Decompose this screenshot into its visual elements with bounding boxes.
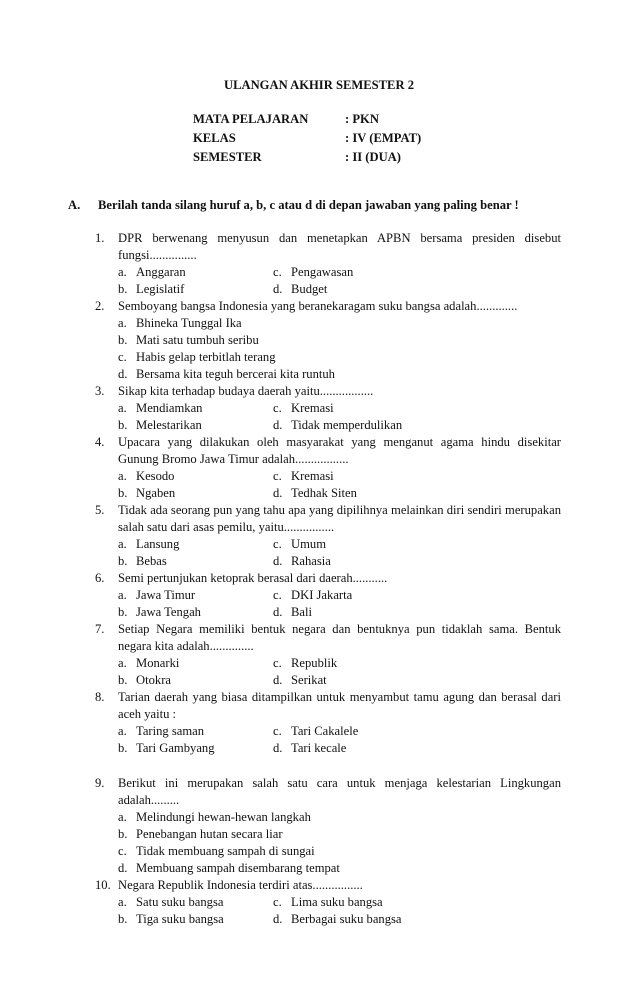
meta-value: : IV (EMPAT): [345, 131, 422, 145]
option-row: [118, 264, 561, 281]
answer-option[interactable]: [118, 604, 273, 621]
option-text: Budget: [291, 282, 328, 296]
option-letter: c.: [273, 895, 282, 909]
answer-options: [95, 655, 561, 689]
answer-option[interactable]: [118, 740, 273, 757]
answer-option[interactable]: [118, 809, 311, 826]
option-text: Melindungi hewan-hewan langkah: [136, 810, 311, 824]
option-text: Satu suku bangsa: [136, 895, 224, 909]
option-row: [118, 672, 561, 689]
answer-option[interactable]: [118, 553, 273, 570]
section-letter: A.: [68, 198, 81, 212]
option-letter: a.: [118, 537, 127, 551]
answer-option[interactable]: [118, 468, 273, 485]
option-text: Bebas: [136, 554, 167, 568]
question-number: 7.: [95, 622, 105, 636]
option-letter: d.: [273, 912, 283, 926]
answer-option[interactable]: [118, 826, 283, 843]
question-text: Semboyang bangsa Indonesia yang beranekaragam suku bangsa adalah.............: [118, 299, 518, 313]
option-letter: a.: [118, 265, 127, 279]
option-text: Tiga suku bangsa: [136, 912, 224, 926]
option-row: [118, 366, 561, 383]
option-letter: a.: [118, 588, 127, 602]
option-letter: b.: [118, 673, 128, 687]
question-item: [95, 877, 561, 928]
answer-option[interactable]: [118, 281, 273, 298]
instruction-text: Berilah tanda silang huruf a, b, c atau d di depan jawaban yang paling benar !: [98, 198, 519, 212]
answer-option[interactable]: [118, 417, 273, 434]
option-row: [118, 809, 561, 826]
option-row: [118, 332, 561, 349]
question-number: 2.: [95, 299, 105, 313]
option-text: DKI Jakarta: [291, 588, 353, 602]
meta-key: KELAS: [193, 131, 236, 145]
option-letter: d.: [273, 418, 283, 432]
meta-key: MATA PELAJARAN: [193, 112, 309, 126]
option-letter: d.: [118, 861, 128, 875]
answer-option[interactable]: [273, 740, 428, 757]
option-text: Tedhak Siten: [291, 486, 357, 500]
meta-key: SEMESTER: [193, 150, 262, 164]
option-letter: b.: [118, 912, 128, 926]
answer-option[interactable]: [273, 553, 428, 570]
option-text: Membuang sampah disembarang tempat: [136, 861, 340, 875]
option-text: Penebangan hutan secara liar: [136, 827, 283, 841]
option-text: Legislatif: [136, 282, 185, 296]
option-letter: a.: [118, 810, 127, 824]
option-text: Tari Gambyang: [136, 741, 215, 755]
option-row: [118, 894, 561, 911]
question-number: 6.: [95, 571, 105, 585]
option-letter: a.: [118, 724, 127, 738]
answer-options: [95, 468, 561, 502]
option-row: [118, 740, 561, 757]
answer-option[interactable]: [118, 587, 273, 604]
question-item: [95, 298, 561, 383]
option-text: Jawa Tengah: [136, 605, 201, 619]
exam-meta: [193, 111, 493, 168]
answer-options: [95, 264, 561, 298]
option-letter: c.: [273, 537, 282, 551]
option-letter: c.: [273, 588, 282, 602]
option-row: [118, 911, 561, 928]
answer-options: [95, 894, 561, 928]
meta-row-semester: [193, 149, 493, 168]
question-item: [95, 621, 561, 689]
question-text: DPR berwenang menyusun dan menetapkan APBN bersama presiden disebut fungsi...............: [118, 231, 561, 262]
option-letter: b.: [118, 418, 128, 432]
meta-value: : PKN: [345, 112, 379, 126]
option-text: Tidak memperdulikan: [291, 418, 403, 432]
option-letter: d.: [273, 741, 283, 755]
option-letter: c.: [273, 656, 282, 670]
option-text: Anggaran: [136, 265, 186, 279]
question-text: Berikut ini merupakan salah satu cara untuk menjaga kelestarian Lingkungan adalah.........: [118, 776, 561, 807]
question-text: Tidak ada seorang pun yang tahu apa yang dipilihnya melainkan diri sendiri merupakan salah satu dari asas pemilu, yaitu................: [118, 503, 561, 534]
answer-option[interactable]: [118, 672, 273, 689]
option-text: Lansung: [136, 537, 180, 551]
exam-title: ULANGAN AKHIR SEMESTER 2: [224, 78, 414, 92]
option-text: Bhineka Tunggal Ika: [136, 316, 242, 330]
option-letter: c.: [118, 844, 127, 858]
question-text: Upacara yang dilakukan oleh masyarakat yang menganut agama hindu disekitar Gunung Bromo Jawa Timur adalah.................: [118, 435, 561, 466]
question-item: [95, 502, 561, 570]
answer-options: [95, 536, 561, 570]
option-text: Lima suku bangsa: [291, 895, 383, 909]
answer-option[interactable]: [273, 417, 428, 434]
answer-option[interactable]: [118, 332, 259, 349]
option-text: Otokra: [136, 673, 171, 687]
answer-option[interactable]: [273, 400, 428, 417]
option-text: Tari kecale: [291, 741, 347, 755]
option-letter: a.: [118, 656, 127, 670]
answer-option[interactable]: [118, 655, 273, 672]
answer-options: [95, 723, 561, 757]
answer-option[interactable]: [118, 894, 273, 911]
answer-option[interactable]: [273, 723, 428, 740]
meta-value: : II (DUA): [345, 150, 401, 164]
meta-row-class: [193, 130, 493, 149]
answer-options: [95, 400, 561, 434]
option-text: Habis gelap terbitlah terang: [136, 350, 276, 364]
answer-option[interactable]: [118, 349, 276, 366]
answer-option[interactable]: [273, 587, 428, 604]
answer-option[interactable]: [273, 894, 428, 911]
answer-option[interactable]: [118, 860, 340, 877]
option-letter: a.: [118, 895, 127, 909]
question-list: [95, 230, 561, 928]
question-number: 1.: [95, 231, 105, 245]
option-text: Tari Cakalele: [291, 724, 359, 738]
option-text: Kremasi: [291, 469, 334, 483]
option-row: [118, 315, 561, 332]
question-number: 3.: [95, 384, 105, 398]
question-text: Sikap kita terhadap budaya daerah yaitu.................: [118, 384, 374, 398]
answer-option[interactable]: [118, 723, 273, 740]
option-row: [118, 468, 561, 485]
answer-option[interactable]: [118, 315, 242, 332]
option-row: [118, 349, 561, 366]
option-text: Serikat: [291, 673, 327, 687]
question-item: [95, 383, 561, 434]
answer-option[interactable]: [118, 366, 335, 383]
option-row: [118, 723, 561, 740]
option-row: [118, 604, 561, 621]
answer-option[interactable]: [273, 281, 428, 298]
option-row: [118, 826, 561, 843]
option-text: Rahasia: [291, 554, 331, 568]
answer-option[interactable]: [118, 400, 273, 417]
option-letter: c.: [118, 350, 127, 364]
question-item: [95, 570, 561, 621]
answer-option[interactable]: [273, 655, 428, 672]
question-number: 5.: [95, 503, 105, 517]
question-item: [95, 434, 561, 502]
question-item: [95, 775, 561, 877]
option-row: [118, 485, 561, 502]
option-text: Berbagai suku bangsa: [291, 912, 402, 926]
option-letter: d.: [273, 554, 283, 568]
option-letter: a.: [118, 469, 127, 483]
question-number: 10.: [95, 878, 111, 892]
question-number: 8.: [95, 690, 105, 704]
answer-options: [95, 809, 561, 877]
question-text: Negara Republik Indonesia terdiri atas................: [118, 878, 363, 892]
option-text: Jawa Timur: [136, 588, 196, 602]
answer-option[interactable]: [118, 911, 273, 928]
option-letter: c.: [273, 724, 282, 738]
option-letter: b.: [118, 282, 128, 296]
option-row: [118, 281, 561, 298]
option-text: Mendiamkan: [136, 401, 203, 415]
answer-option[interactable]: [273, 485, 428, 502]
option-letter: b.: [118, 741, 128, 755]
option-letter: a.: [118, 316, 127, 330]
option-text: Ngaben: [136, 486, 176, 500]
option-letter: b.: [118, 333, 128, 347]
option-row: [118, 843, 561, 860]
option-text: Pengawasan: [291, 265, 354, 279]
option-row: [118, 587, 561, 604]
option-text: Umum: [291, 537, 326, 551]
option-text: Bersama kita teguh bercerai kita runtuh: [136, 367, 335, 381]
option-row: [118, 553, 561, 570]
question-number: 4.: [95, 435, 105, 449]
option-letter: c.: [273, 469, 282, 483]
answer-options: [95, 315, 561, 383]
answer-option[interactable]: [273, 468, 428, 485]
option-letter: d.: [273, 282, 283, 296]
option-letter: c.: [273, 265, 282, 279]
question-text: Setiap Negara memiliki bentuk negara dan bentuknya pun tidaklah sama. Bentuk negara kita adalah..............: [118, 622, 561, 653]
option-text: Kesodo: [136, 469, 175, 483]
option-letter: c.: [273, 401, 282, 415]
question-item: [95, 230, 561, 298]
option-text: Bali: [291, 605, 312, 619]
answer-option[interactable]: [273, 536, 428, 553]
option-letter: b.: [118, 827, 128, 841]
option-letter: d.: [273, 605, 283, 619]
answer-option[interactable]: [273, 672, 428, 689]
option-text: Republik: [291, 656, 338, 670]
option-row: [118, 400, 561, 417]
meta-row-subject: [193, 111, 493, 130]
option-text: Kremasi: [291, 401, 334, 415]
answer-option[interactable]: [118, 485, 273, 502]
question-text: Semi pertunjukan ketoprak berasal dari daerah...........: [118, 571, 388, 585]
question-item: [95, 689, 561, 757]
option-row: [118, 417, 561, 434]
option-row: [118, 655, 561, 672]
option-text: Taring saman: [136, 724, 205, 738]
answer-option[interactable]: [273, 911, 428, 928]
option-text: Mati satu tumbuh seribu: [136, 333, 259, 347]
answer-option[interactable]: [273, 264, 428, 281]
answer-option[interactable]: [273, 604, 428, 621]
question-text: Tarian daerah yang biasa ditampilkan untuk menyambut tamu agung dan berasal dari aceh yaitu :: [118, 690, 561, 721]
option-letter: d.: [118, 367, 128, 381]
option-row: [118, 536, 561, 553]
option-text: Melestarikan: [136, 418, 202, 432]
answer-option[interactable]: [118, 843, 315, 860]
option-letter: d.: [273, 673, 283, 687]
option-letter: b.: [118, 554, 128, 568]
option-text: Tidak membuang sampah di sungai: [136, 844, 315, 858]
answer-options: [95, 587, 561, 621]
option-letter: b.: [118, 605, 128, 619]
answer-option[interactable]: [118, 536, 273, 553]
option-letter: a.: [118, 401, 127, 415]
answer-option[interactable]: [118, 264, 273, 281]
option-text: Monarki: [136, 656, 180, 670]
option-letter: b.: [118, 486, 128, 500]
spacer: [95, 757, 561, 775]
question-number: 9.: [95, 776, 105, 790]
option-letter: d.: [273, 486, 283, 500]
option-row: [118, 860, 561, 877]
section-instruction: [68, 197, 519, 214]
